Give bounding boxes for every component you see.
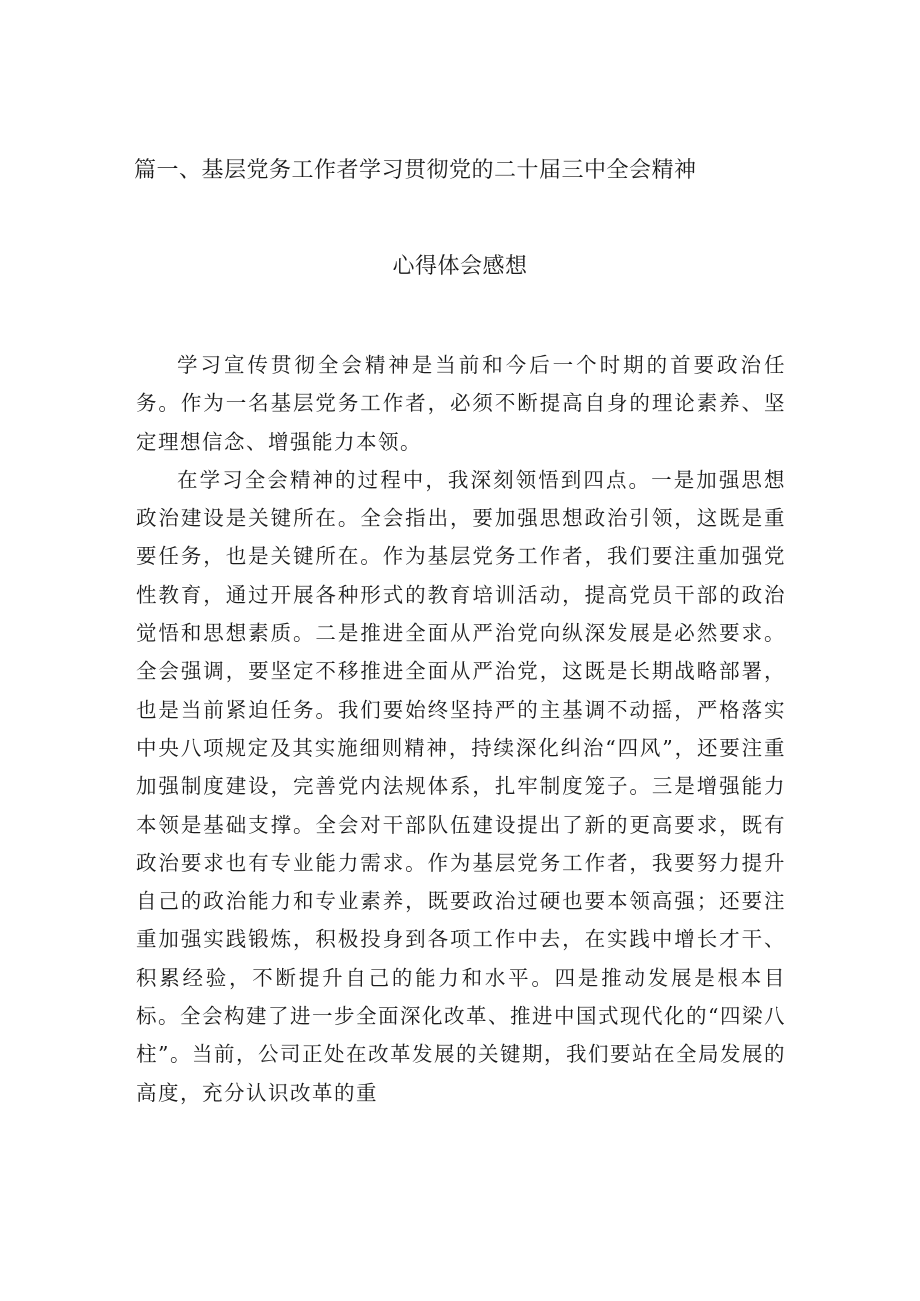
paragraph-2: 在学习全会精神的过程中，我深刻领悟到四点。一是加强思想政治建设是关键所在。全会指出，要加强思想政治引领，这既是重要任务，也是关键所在。作为基层党务工作者，我们要注重加强党性教育，通过开展各种形式的教育培训活动，提高党员干部的政治觉悟和思想素质。二是推进全面从严治党向纵深发展是必然要求。全会强调，要坚定不移推进全面从严治党，这既是长期战略部署，也是当前紧迫任务。我们要始终坚持严的主基调不动摇，严格落实中央八项规定及其实施细则精神，持续深化纠治“四风”，还要注重加强制度建设，完善党内法规体系，扎牢制度笼子。三是增强能力本领是基础支撑。全会对干部队伍建设提出了新的更高要求，既有政治要求也有专业能力需求。作为基层党务工作者，我要努力提升自己的政治能力和专业素养，既要政治过硬也要本领高强；还要注重加强实践锻炼，积极投身到各项工作中去，在实践中增长才干、积累经验，不断提升自己的能力和水平。四是推动发展是根本目标。全会构建了进一步全面深化改革、推进中国式现代化的“四梁八柱”。当前，公司正处在改革发展的关键期，我们要站在全局发展的高度，充分认识改革的重 xyxy=(136,467,786,1105)
paragraph-1: 学习宣传贯彻全会精神是当前和今后一个时期的首要政治任务。作为一名基层党务工作者，必须不断提高自身的理论素养、坚定理想信念、增强能力本领。 xyxy=(136,353,786,454)
document-body xyxy=(136,346,786,1112)
document-title-line-1: 篇一、基层党务工作者学习贯彻党的二十届三中全会精神 xyxy=(134,158,697,183)
document-title-line-2: 心得体会感想 xyxy=(392,254,528,279)
